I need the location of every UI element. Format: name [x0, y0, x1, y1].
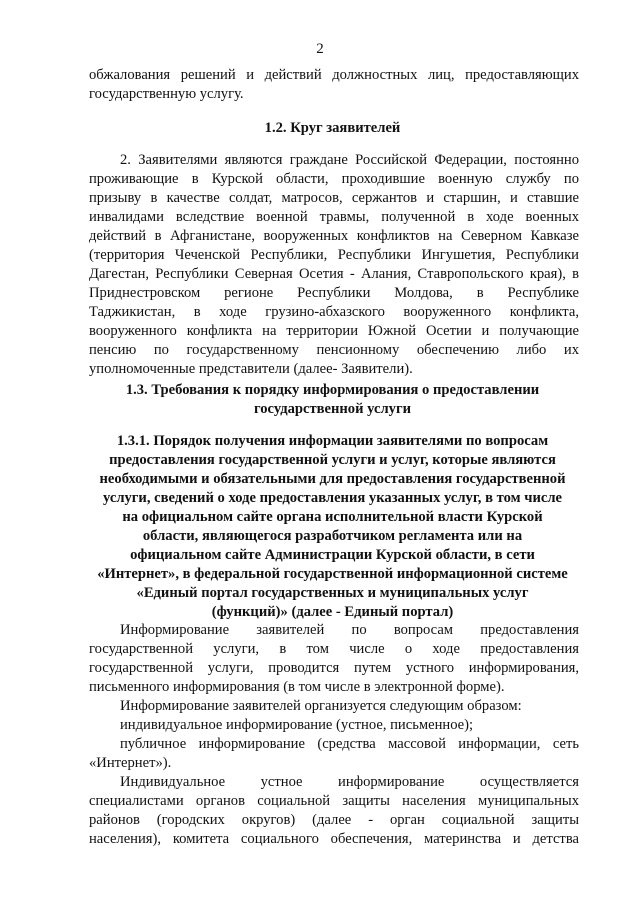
heading-line: 1.3. Требования к порядку информирования о предоставлении [125, 382, 540, 398]
text-line: государственную услугу. [89, 86, 244, 102]
text-line: инвалидами вследствие военной травмы, полученной в ходе военных [89, 209, 579, 225]
text-line: публичное информирование (средства массовой информации, сеть [120, 736, 579, 752]
heading-line: 1.3.1. Порядок получения информации заявителями по вопросам [116, 433, 549, 449]
heading-line: (функций)» (далее - Единый портал) [211, 604, 454, 620]
heading-line: предоставления государственной услуги и услуг, которые являются [109, 452, 556, 468]
section-heading-1-2 [80, 119, 585, 138]
page-number: 2 [316, 41, 324, 57]
text-line: вооруженного конфликта на территории Южной Осетии и получающие [89, 323, 579, 339]
informing-paragraphs [89, 621, 579, 849]
text-line: проживающие в Курской области, проходившие военную службу по [89, 171, 579, 187]
text-line: Индивидуальное устное информирование осуществляется [120, 774, 579, 790]
heading-line: государственной услуги [253, 401, 412, 417]
intro-paragraph [89, 66, 579, 104]
heading-line: «Интернет», в федеральной государственной информационной системе [97, 566, 568, 582]
text-line: районов (городских округов) (далее - орган социальной защиты [89, 812, 579, 828]
section-heading-1-3-1 [80, 432, 585, 622]
text-line: Информирование заявителей организуется следующим образом: [120, 698, 522, 714]
heading-line: официальном сайте Администрации Курской области, в сети [130, 547, 535, 563]
text-line: индивидуальное информирование (устное, письменное); [120, 717, 474, 733]
text-line: обжалования решений и действий должностных лиц, предоставляющих [89, 67, 579, 83]
section-heading-1-3 [80, 381, 585, 419]
text-line: государственной услуги, в том числе о ходе предоставления [89, 641, 579, 657]
text-line: (территория Чеченской Республики, Республики Ингушетия, Республики [89, 247, 579, 263]
text-line: уполномоченные представители (далее- Заявители). [89, 361, 413, 377]
heading-line: области, являющегося разработчиком регламента или на [142, 528, 523, 544]
heading-line: необходимыми и обязательными для предоставления государственной [99, 471, 566, 487]
text-line: населения), комитета социального обеспечения, материнства и детства [89, 831, 579, 847]
text-line: государственной услуги, проводится путем устного информирования, [89, 660, 579, 676]
applicants-paragraph [89, 151, 579, 379]
text-line: Дагестан, Республики Северная Осетия - Алания, Ставропольского края), в [89, 266, 579, 282]
text-line: 2. Заявителями являются граждане Российской Федерации, постоянно [120, 152, 579, 168]
text-line: специалистами органов социальной защиты населения муниципальных [89, 793, 579, 809]
text-line: призыву в качестве солдат, матросов, сержантов и старшин, и ставшие [89, 190, 579, 206]
text-line: «Интернет»). [89, 755, 172, 771]
text-line: письменного информирования (в том числе в электронной форме). [89, 679, 505, 695]
heading-line: 1.2. Круг заявителей [264, 120, 401, 136]
text-line: пенсию по государственному пенсионному обеспечению либо их [89, 342, 579, 358]
text-line: Приднестровском регионе Республики Молдова, в Республике [89, 285, 579, 301]
text-line: Таджикистан, в ходе грузино-абхазского вооруженного конфликта, [89, 304, 579, 320]
heading-line: «Единый портал государственных и муниципальных услуг [136, 585, 529, 601]
heading-line: услуги, сведений о ходе предоставления указанных услуг, в том числе [103, 490, 562, 506]
heading-line: на официальном сайте органа исполнительной власти Курской [122, 509, 543, 525]
text-line: Информирование заявителей по вопросам предоставления [120, 622, 579, 638]
text-line: действий в Афганистане, вооруженных конфликтов на Северном Кавказе [89, 228, 579, 244]
